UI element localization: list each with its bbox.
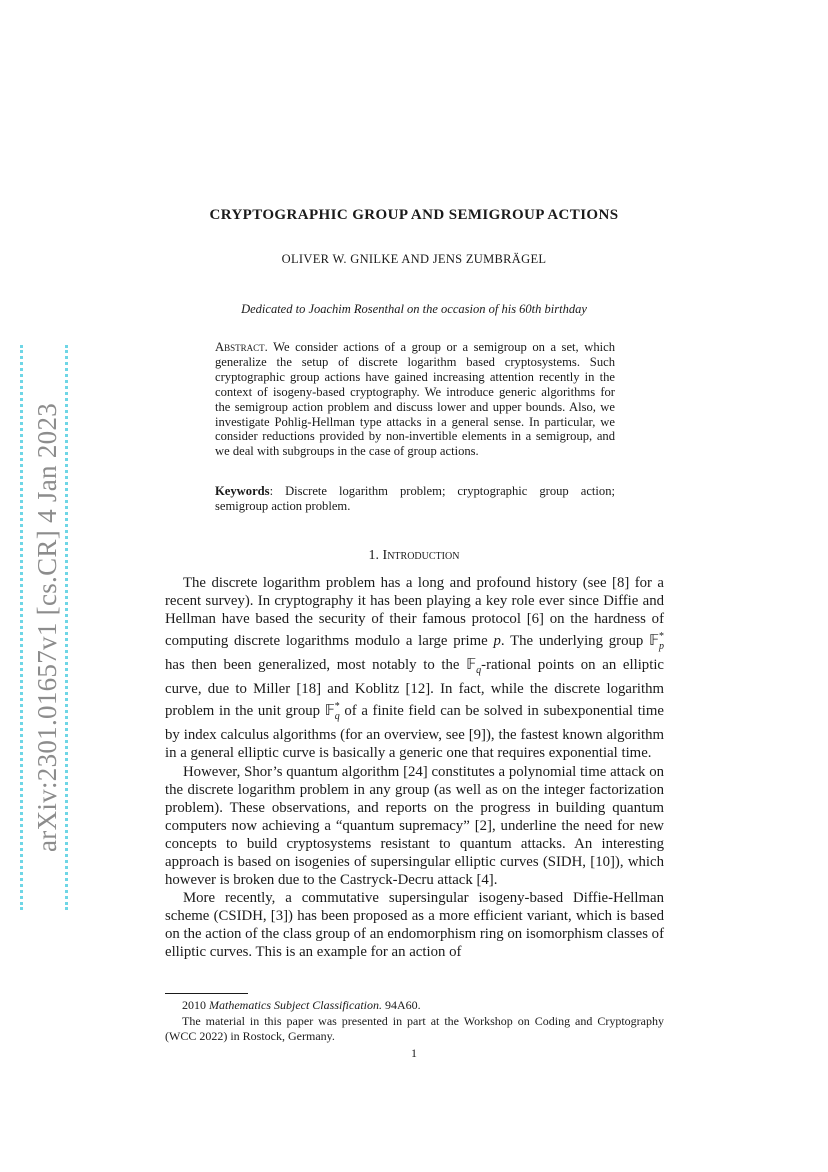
- abstract-text: We consider actions of a group or a semigroup on a set, which generalize the setup of discrete logarithm based cryptosystems. Such cryptographic group actions have gained increasing attention recently in the context of isogeny-based cryptography. We introduce generic algorithms for the semigroup action problem and discuss lower and upper bounds. Also, we investigate Pohlig-Hellman type attacks in a general sense. In particular, we consider reductions provided by non-invertible elements in a semigroup, and we deal with subgroups in the case of group actions.: [215, 340, 615, 459]
- math-fp-star: 𝔽*$_p$: [649, 631, 664, 653]
- abstract: [215, 340, 615, 459]
- section-title: Introduction: [382, 548, 460, 563]
- paper-title: CRYPTOGRAPHIC GROUP AND SEMIGROUP ACTIONS: [209, 207, 619, 223]
- paragraph-1-text-d: -rational points on an elliptic curve, due to Miller [18] and Koblitz [12]. In fact, while the discrete logarithm problem in the unit group: [165, 657, 664, 720]
- paragraph-1-text-e: of a finite field can be solved in subexponential time by index calculus algorithms (for an overview, see [9]), the fastest known algorithm in a general elliptic curve is basically a generic one that requires exponential time.: [165, 703, 664, 762]
- keywords-text: : Discrete logarithm problem; cryptographic group action; semigroup action problem.: [215, 484, 615, 513]
- paper-authors: OLIVER W. GNILKE AND JENS ZUMBRÄGEL: [281, 252, 547, 266]
- keywords-label: Keywords: [215, 484, 270, 498]
- paragraph-1-text-a: The discrete logarithm problem has a long and profound history (see [8] for a recent survey). In cryptography it has been playing a key role ever since Diffie and Hellman have based the security of their famous protocol [6] on the hardness of computing discrete logarithms modulo a large prime: [165, 575, 664, 650]
- keywords: [215, 484, 615, 514]
- math-fq: 𝔽$_q$: [466, 657, 482, 677]
- dedication: Dedicated to Joachim Rosenthal on the occasion of his 60th birthday: [241, 302, 587, 316]
- section-number: 1.: [368, 548, 380, 563]
- paragraph-1: [165, 574, 664, 763]
- footnote-rule: [165, 993, 248, 994]
- footnote-msc: 2010 Mathematics Subject Classification. 94A60.: [182, 998, 421, 1012]
- math-p: p: [493, 633, 501, 650]
- footnote-workshop: The material in this paper was presented in part at the Workshop on Coding and Cryptography (WCC 2022) in Rostock, Germany.: [165, 1013, 664, 1043]
- paragraph-3: More recently, a commutative supersingular isogeny-based Diffie-Hellman scheme (CSIDH, [3]) has been proposed as a more efficient variant, which is based on the action of the class group of an endomorphism ring on isomorphism classes of elliptic curves. This is an example for an action of: [165, 890, 664, 961]
- paragraph-1-text-b: . The underlying group: [500, 633, 650, 650]
- math-fq-star: 𝔽*$_q$: [324, 701, 340, 723]
- body-text: [165, 574, 664, 962]
- section-heading: [0, 548, 828, 564]
- arxiv-identifier-stamp: arXiv:2301.01657v1 [cs.CR] 4 Jan 2023: [20, 345, 68, 910]
- paragraph-2: However, Shor’s quantum algorithm [24] constitutes a polynomial time attack on the discrete logarithm problem in any group (as well as on the integer factorization problem). These observations, and reports on the progress in building quantum computers now achieving a “quantum supremacy” [2], underline the need for new concepts to build cryptosystems resistant to quantum attacks. An interesting approach is based on isogenies of supersingular elliptic curves (SIDH, [10]), which however is broken due to the Castryck-Decru attack [4].: [165, 763, 664, 889]
- abstract-label: Abstract.: [215, 340, 268, 354]
- paragraph-1-text-c: has then been generalized, most notably to the: [165, 657, 467, 674]
- footnotes: [165, 998, 664, 1045]
- page-number: 1: [411, 1046, 417, 1060]
